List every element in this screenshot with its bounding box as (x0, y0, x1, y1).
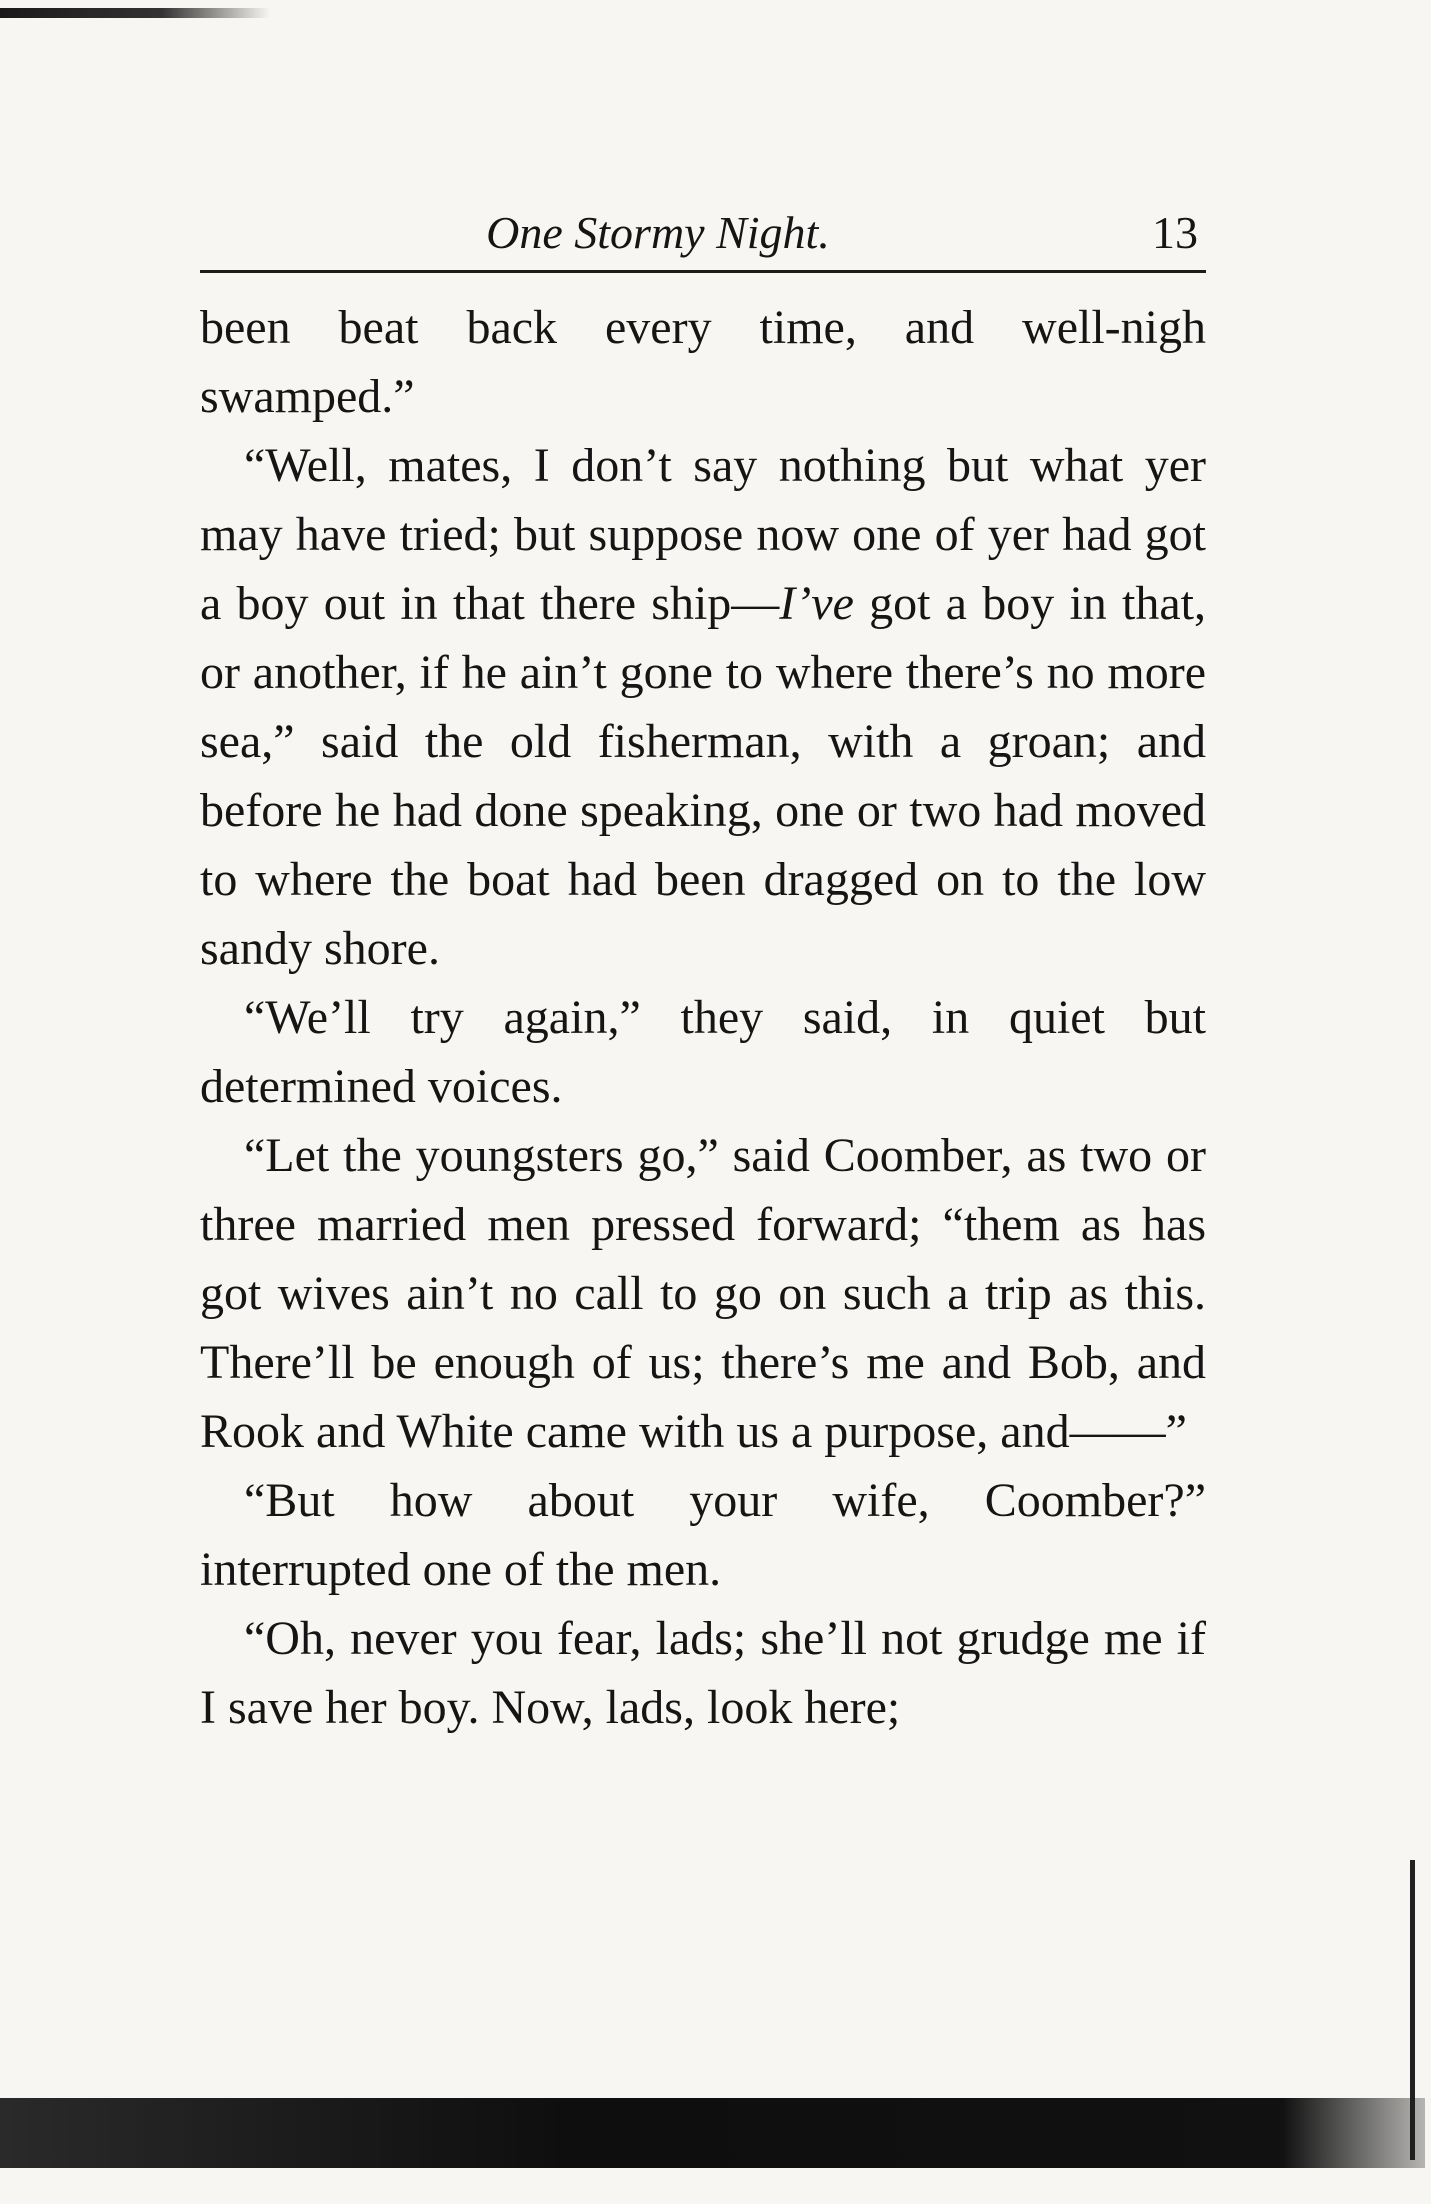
scan-edge-bottom (0, 2098, 1425, 2168)
paragraph-2-italic: I’ve (779, 577, 854, 630)
paragraph-3: “We’ll try again,” they said, in quiet but determined voices. (200, 991, 1206, 1113)
paragraph-4: “Let the youngsters go,” said Coomber, as two or three married men pressed forward; “them as has got wives ain’t no call to go on such a trip as this. There’ll be enough of us; there’s me and Bob, and Rook and White came with us a purpose, and——” (200, 1129, 1206, 1458)
paragraph-2-part-2: got a boy in that, or another, if he ain’t gone to where there’s no more sea,” said the old fisherman, with a groan; and before he had done speaking, one or two had moved to where the boat had been dragged on to the low sandy shore. (200, 577, 1206, 975)
paragraph-5: “But how about your wife, Coomber?” interrupted one of the men. (200, 1474, 1206, 1596)
running-head (200, 200, 1206, 273)
paragraph-2-part-1: “Well, mates, I don’t say nothing but what yer may have tried; but suppose now one of yer had got a boy out in that there ship— (200, 439, 1206, 630)
paragraph-6: “Oh, never you fear, lads; she’ll not grudge me if I save her boy. Now, lads, look here; (200, 1612, 1206, 1734)
page-number: 13 (1152, 207, 1198, 258)
scan-edge-top (0, 8, 270, 18)
body-text (200, 293, 1206, 1742)
running-title: One Stormy Night. (486, 207, 830, 258)
paragraph-2 (200, 431, 1206, 983)
book-page (200, 200, 1206, 1742)
paragraph-1: been beat back every time, and well-nigh swamped.” (200, 301, 1206, 423)
